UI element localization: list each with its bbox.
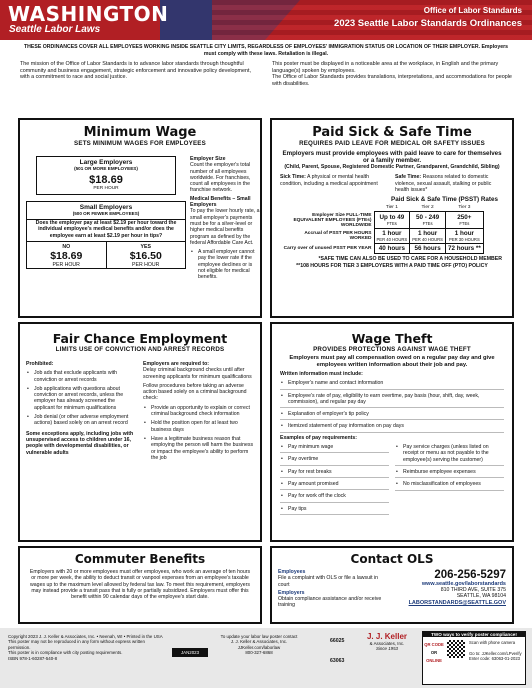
row-label: Accrual of PSST PER HOURS WORKED xyxy=(304,231,372,242)
large-employer-box xyxy=(36,156,176,195)
online-instruction: Go to: JJKeller.com/LPverify Enter code: 63063-01-2023 xyxy=(469,651,522,661)
medical-heading: Medical Benefits – Small Employers xyxy=(190,195,251,209)
ftes-label: FTEs xyxy=(422,221,433,227)
panel-title: Commuter Benefits xyxy=(74,552,206,566)
examples-heading: Examples of pay requirements: xyxy=(280,434,357,441)
rate-cell: 50 - 249 xyxy=(416,214,440,222)
example-item: • Pay for work off the clock xyxy=(280,493,389,502)
psst-rates-table xyxy=(280,204,484,254)
row-label: Carry over of unused PSST PER YEAR xyxy=(283,246,372,252)
reproduction-note: This poster may not be reproduced in any form without express written permission. xyxy=(8,639,145,650)
tier3-note: **108 HOURS FOR TIER 3 EMPLOYERS WITH A PAID TIME OFF (PTO) POLICY xyxy=(296,263,488,270)
safe-heading: Safe Time: xyxy=(395,174,422,181)
rate-cell: 1 hour xyxy=(417,230,438,238)
prohibited-item: • Job ads that exclude applicants with conviction or arrest records xyxy=(26,370,137,383)
rate-sub: PER 40 HOURS xyxy=(376,237,408,243)
yes-rate: $16.50 xyxy=(129,250,162,263)
rate-cell: 72 hours ** xyxy=(445,244,483,254)
sick-heading: Sick Time: xyxy=(280,174,306,181)
size-heading: Employer Size xyxy=(190,156,226,162)
required-item: • Hold the position open for at least two business days xyxy=(143,420,254,433)
large-employer-title: Large Employers xyxy=(79,159,133,166)
address-line: SEATTLE, WA 98104 xyxy=(456,593,506,600)
tier-label: Tier 2 xyxy=(421,205,434,211)
verify-code: 63063 xyxy=(330,658,345,664)
panel-title: Contact OLS xyxy=(350,552,434,566)
wage-theft-lead: Employers must pay all compensation owed on a regular pay day and give employees written information about their job and pay. xyxy=(289,355,495,368)
isbn: ISBN 978-1-60287-540-8 xyxy=(8,655,58,661)
required-text: Delay criminal background checks until after screening applicants for minimum qualifications xyxy=(143,367,252,380)
example-item: • Pay service charges (unless listed on receipt or menu as not payable to the employee(s) serving the customer) xyxy=(395,444,504,466)
small-employer-sub: (500 OR FEWER EMPLOYEES) xyxy=(72,211,140,216)
phone-number[interactable]: 206-256-5297 xyxy=(434,569,506,581)
rate-cell: Up to 49 xyxy=(379,214,405,222)
website-link[interactable]: www.seattle.gov/laborstandards xyxy=(421,581,506,587)
qr-code-icon[interactable] xyxy=(447,640,465,658)
panel-title: Minimum Wage xyxy=(83,125,197,140)
panel-title: Fair Chance Employment xyxy=(52,331,228,346)
info-heading: Written information must include: xyxy=(280,371,363,377)
panel-title: Paid Sick & Safe Time xyxy=(312,125,472,140)
header-subtitle: Seattle Labor Laws xyxy=(9,24,101,35)
prohibited-item: • Job applications with questions about conviction or arrest records, unless the employer has already screened the applicant for minimum qualifications xyxy=(26,386,137,411)
fair-chance-panel xyxy=(18,322,262,542)
required-heading: Employers are required to: xyxy=(143,361,210,367)
yes-label: YES xyxy=(140,243,151,250)
rate-sub: PER 40 HOURS xyxy=(412,237,443,243)
state-title: WASHINGTON xyxy=(8,2,169,26)
panel-title: Wage Theft xyxy=(351,331,433,346)
employers-heading: Employers xyxy=(278,589,305,596)
panel-subtitle: SETS MINIMUM WAGES FOR EMPLOYEES xyxy=(74,140,206,147)
intro-section xyxy=(20,44,512,88)
display-requirement: This poster must be displayed in a noticeable area at the workplace, in English and the primary language(s) spoken by employees. xyxy=(272,61,499,74)
per-hour-label: PER HOUR xyxy=(52,262,80,269)
commuter-benefits-panel xyxy=(18,546,262,624)
poster-footer xyxy=(0,628,532,688)
example-item: • Pay tips xyxy=(280,506,389,515)
small-employer-title: Small Employers xyxy=(79,204,133,211)
contact-ols-panel xyxy=(270,546,514,624)
no-rate: $18.69 xyxy=(50,250,83,263)
required-item: • Have a legitimate business reason that employing the person will harm the business or impact the employee's ability to perform the job xyxy=(143,436,254,461)
wage-theft-panel xyxy=(270,322,514,542)
compliance-note: This poster is in compliance with city posting requirements. xyxy=(8,650,123,656)
online-label: ONLINE xyxy=(426,658,442,663)
qr-label: QR CODE xyxy=(424,642,444,647)
family-list: (Child, Parent, Spouse, Registered Domestic Partner, Grandparent, Grandchild, Sibling) xyxy=(284,164,500,170)
product-code: 66025 xyxy=(330,638,345,644)
info-item: • Employer's name and contact information xyxy=(280,380,504,389)
verify-heading: TWO ways to verify poster compliance! xyxy=(423,632,525,637)
example-item: • No misclassification of employees xyxy=(395,481,504,490)
example-item: • Pay for rest breaks xyxy=(280,469,389,478)
example-item: • Pay amount promised xyxy=(280,481,389,490)
prohibited-item: • Job denial (or other adverse employment actions) based solely on an arrest record xyxy=(26,414,137,427)
example-item: • Reimburse employee expenses xyxy=(395,469,504,478)
employees-text: File a complaint with OLS or file a lawsuit in court xyxy=(278,575,379,588)
large-employer-rate: $18.69 xyxy=(89,174,123,186)
example-item: • Pay minimum wage xyxy=(280,444,389,453)
exceptions-note: Some exceptions apply, including jobs with unsupervised access to children under 16, people with developmental disabilities, or vulnerable adults xyxy=(26,430,134,456)
qr-instruction: Scan with phone camera xyxy=(469,640,516,645)
info-item: • Explanation of employer's tip policy xyxy=(280,411,504,420)
required-item: • Provide an opportunity to explain or correct criminal background check information xyxy=(143,405,254,418)
order-website: JJKeller.com/laborlaw xyxy=(237,644,281,650)
info-item: • Employee's rate of pay, eligibility to earn overtime, pay basis (hour, shift, day, week, commission), and regular pay day xyxy=(280,393,504,409)
brand-logo: J. J. Keller xyxy=(366,632,408,641)
email-link[interactable]: LABORSTANDARDS@SEATTLE.GOV xyxy=(408,599,506,606)
office-name: Office of Labor Standards xyxy=(423,6,522,15)
size-text: Count the employer's total number of all employees worldwide. For franchises, count all employees in the franchise network. xyxy=(190,162,251,194)
coverage-statement: THESE ORDINANCES COVER ALL EMPLOYEES WORKING INSIDE SEATTLE CITY LIMITS, REGARDLESS OF EMPLOYEES' IMMIGRATION STATUS OR LOCATION OF THEIR EMPLOYER. Employers must comply with these laws. Retaliation is illegal. xyxy=(24,44,508,57)
per-hour-label: PER HOUR xyxy=(93,186,119,191)
tier-label: Tier 1 xyxy=(385,205,398,211)
panel-subtitle: PROVIDES PROTECTIONS AGAINST WAGE THEFT xyxy=(313,346,471,353)
ftes-label: FTEs xyxy=(386,221,397,227)
large-employer-sub: (501 OR MORE EMPLOYEES) xyxy=(74,166,138,171)
order-company: J. J. Keller & Associates, Inc. xyxy=(230,639,288,645)
brand-sub: & Associates, Inc. xyxy=(369,641,405,646)
brand-since: Since 1953 xyxy=(376,646,398,651)
minimum-wage-panel xyxy=(18,118,262,318)
info-item: • Itemized statement of pay information on pay days xyxy=(280,423,504,432)
ordinances-title: 2023 Seattle Labor Standards Ordinances xyxy=(334,18,522,29)
medical-bullet: • A small employer cannot pay the lower rate if the employee declines or is not eligible for medical benefits. xyxy=(190,249,260,280)
rate-cell: 1 hour xyxy=(454,230,475,238)
psst-panel xyxy=(270,118,514,318)
employees-heading: Employees xyxy=(278,569,306,575)
translation-note: The Office of Labor Standards provides translations, interpretations, and accommodations for people with disabilities. xyxy=(272,74,512,87)
follow-text: Follow procedures before taking an adverse action based solely on a criminal background check: xyxy=(143,382,247,402)
mission-statement: The mission of the Office of Labor Standards is to advance labor standards through thoughtful community and business engagement, strategic enforcement and innovative policy development, with a commitment to race and social justice. xyxy=(20,61,252,81)
sick-text: A physical or mental health condition, including a medical appointment xyxy=(280,174,378,187)
rates-title: Paid Sick & Safe Time (PSST) Rates xyxy=(391,196,498,204)
psst-lead: Employers must provide employees with paid leave to care for themselves or a family member. xyxy=(282,150,502,164)
order-phone: 800-327-6868 xyxy=(245,650,273,656)
employers-text: Obtain compliance assistance and/or receive training xyxy=(278,596,382,609)
rate-cell: 56 hours xyxy=(410,244,446,254)
poster-header xyxy=(0,0,532,40)
per-hour-label: PER HOUR xyxy=(132,262,160,269)
example-item: • Pay overtime xyxy=(280,456,389,465)
rate-cell: 1 hour xyxy=(382,230,402,238)
date-code: JAN2023 xyxy=(172,648,208,657)
commuter-text: Employers with 20 or more employees must offer employees, who work an average of ten hours or more per week, the ability to deduct transit or vanpool expenses from an employee's taxable wages up to the maximum level allowed by federal tax law. To meet this requirement, employers may instead provide a transit pass that is fully or partially subsidized. Employers must offer this benefit within 90 calendar days of the employee's start date. xyxy=(29,569,251,601)
rate-cell: 40 hours xyxy=(374,244,410,254)
no-label: NO xyxy=(62,243,71,250)
rate-sub: PER 30 HOURS xyxy=(449,237,480,243)
copyright: Copyright 2023 J. J. Keller & Associates, Inc. • Neenah, WI • Printed in the USA xyxy=(8,634,163,639)
or-label: OR xyxy=(430,650,438,655)
row-label: Employer Size FULL-TIME EQUIVALENT EMPLOYEES (FTEs) WORLDWIDE xyxy=(293,212,372,228)
prohibited-heading: Prohibited: xyxy=(26,361,54,367)
small-employer-box xyxy=(26,201,186,269)
address-line: 810 THIRD AVE, SUITE 375 xyxy=(440,587,506,593)
rate-cell: 250+ xyxy=(457,214,472,222)
safe-text: Reasons related to domestic violence, sexual assault, stalking or public health issues* xyxy=(395,174,492,193)
order-heading: To update your labor law poster contact xyxy=(220,634,298,639)
small-employer-question: Does the employer pay at least $2.19 per hour toward the individual employee's medical benefits and/or does the employee earn at least $2.19 per hour in tips? xyxy=(27,219,185,241)
panel-subtitle: LIMITS USE OF CONVICTION AND ARREST RECORDS xyxy=(55,346,225,353)
safe-time-note: *SAFE TIME CAN ALSO BE USED TO CARE FOR A HOUSEHOLD MEMBER xyxy=(318,256,502,263)
ftes-label: FTEs xyxy=(459,221,470,227)
panel-subtitle: REQUIRES PAID LEAVE FOR MEDICAL OR SAFETY ISSUES xyxy=(299,140,485,147)
tier-label: Tier 3 xyxy=(458,205,471,211)
medical-text: To pay the lower hourly rate, a small employer's payments must be for a silver-level or higher medical benefits program as defined by the federal Affordable Care Act. xyxy=(190,208,260,246)
